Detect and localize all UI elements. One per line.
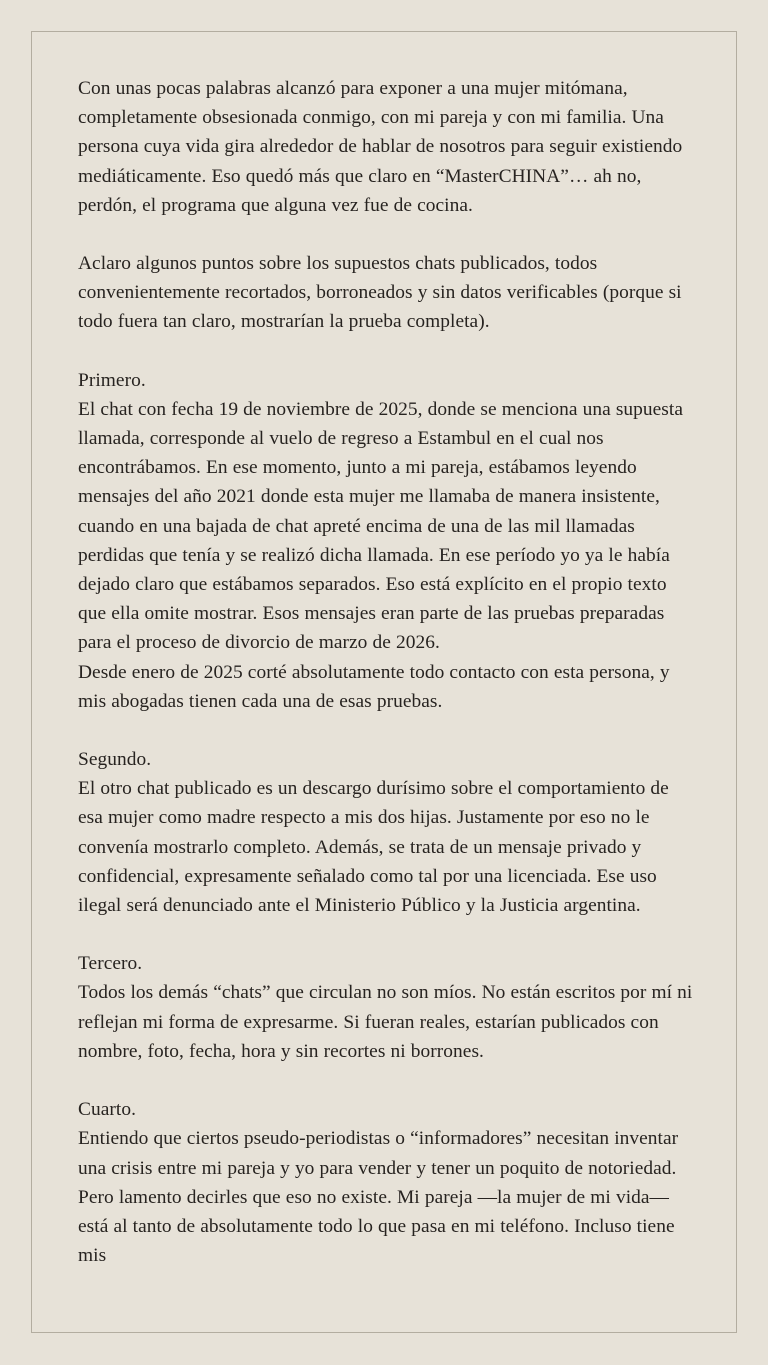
paragraph-cuarto — [78, 1095, 694, 1270]
paragraph-aclaracion — [78, 249, 694, 337]
paragraph-primero-extra: Desde enero de 2025 corté absolutamente todo contacto con esta persona, y mis abogadas tienen cada una de esas pruebas. — [78, 661, 670, 712]
paragraph-primero — [78, 366, 694, 716]
paragraph-intro — [78, 74, 694, 220]
statement-card — [31, 31, 737, 1333]
paragraph-aclaracion-text: Aclaro algunos puntos sobre los supuestos chats publicados, todos convenientemente recortados, borroneados y sin datos verificables (porque si todo fuera tan claro, mostrarían la prueba completa). — [78, 253, 682, 333]
paragraph-tercero-text: Todos los demás “chats” que circulan no son míos. No están escritos por mí ni reflejan mi forma de expresarme. Si fueran reales, estarían publicados con nombre, foto, fecha, hora y sin recortes ni borrones. — [78, 982, 693, 1062]
paragraph-intro-text: Con unas pocas palabras alcanzó para exponer a una mujer mitómana, completamente obsesionada conmigo, con mi pareja y con mi familia. Una persona cuya vida gira alrededor de hablar de nosotros para seguir existiendo mediáticamente. Eso quedó más que claro en “MasterCHINA”… ah no, perdón, el programa que alguna vez fue de cocina. — [78, 78, 683, 216]
paragraph-tercero — [78, 949, 694, 1066]
paragraph-segundo-heading: Segundo. — [78, 749, 152, 771]
paragraph-tercero-heading: Tercero. — [78, 953, 143, 975]
paragraph-primero-heading: Primero. — [78, 369, 146, 391]
paragraph-cuarto-heading: Cuarto. — [78, 1099, 136, 1121]
paragraph-cuarto-text: Entiendo que ciertos pseudo-periodistas o “informadores” necesitan inventar una crisis entre mi pareja y yo para vender y tener un poquito de notoriedad. Pero lamento decirles que eso no existe. Mi pareja —la mujer de mi vida— está al tanto de absolutamente todo lo que pasa en mi teléfono. Incluso tiene mis — [78, 1128, 679, 1267]
paragraph-segundo — [78, 745, 694, 920]
paragraph-primero-text: El chat con fecha 19 de noviembre de 2025, donde se menciona una supuesta llamada, corresponde al vuelo de regreso a Estambul en el cual nos encontrábamos. En ese momento, junto a mi pareja, estábamos leyendo mensajes del año 2021 donde esta mujer me llamaba de manera insistente, cuando en una bajada de chat apreté encima de una de las mil llamadas perdidas que tenía y se realizó dicha llamada. En ese período yo ya le había dejado claro que estábamos separados. Eso está explícito en el propio texto que ella omite mostrar. Esos mensajes eran parte de las pruebas preparadas para el proceso de divorcio de marzo de 2026. — [78, 398, 684, 654]
paragraph-segundo-text: El otro chat publicado es un descargo durísimo sobre el comportamiento de esa mujer como madre respecto a mis dos hijas. Justamente por eso no le convenía mostrarlo completo. Además, se trata de un mensaje privado y confidencial, expresamente señalado como tal por una licenciada. Ese uso ilegal será denunciado ante el Ministerio Público y la Justicia argentina. — [78, 778, 669, 917]
statement-text-body — [78, 74, 694, 1270]
